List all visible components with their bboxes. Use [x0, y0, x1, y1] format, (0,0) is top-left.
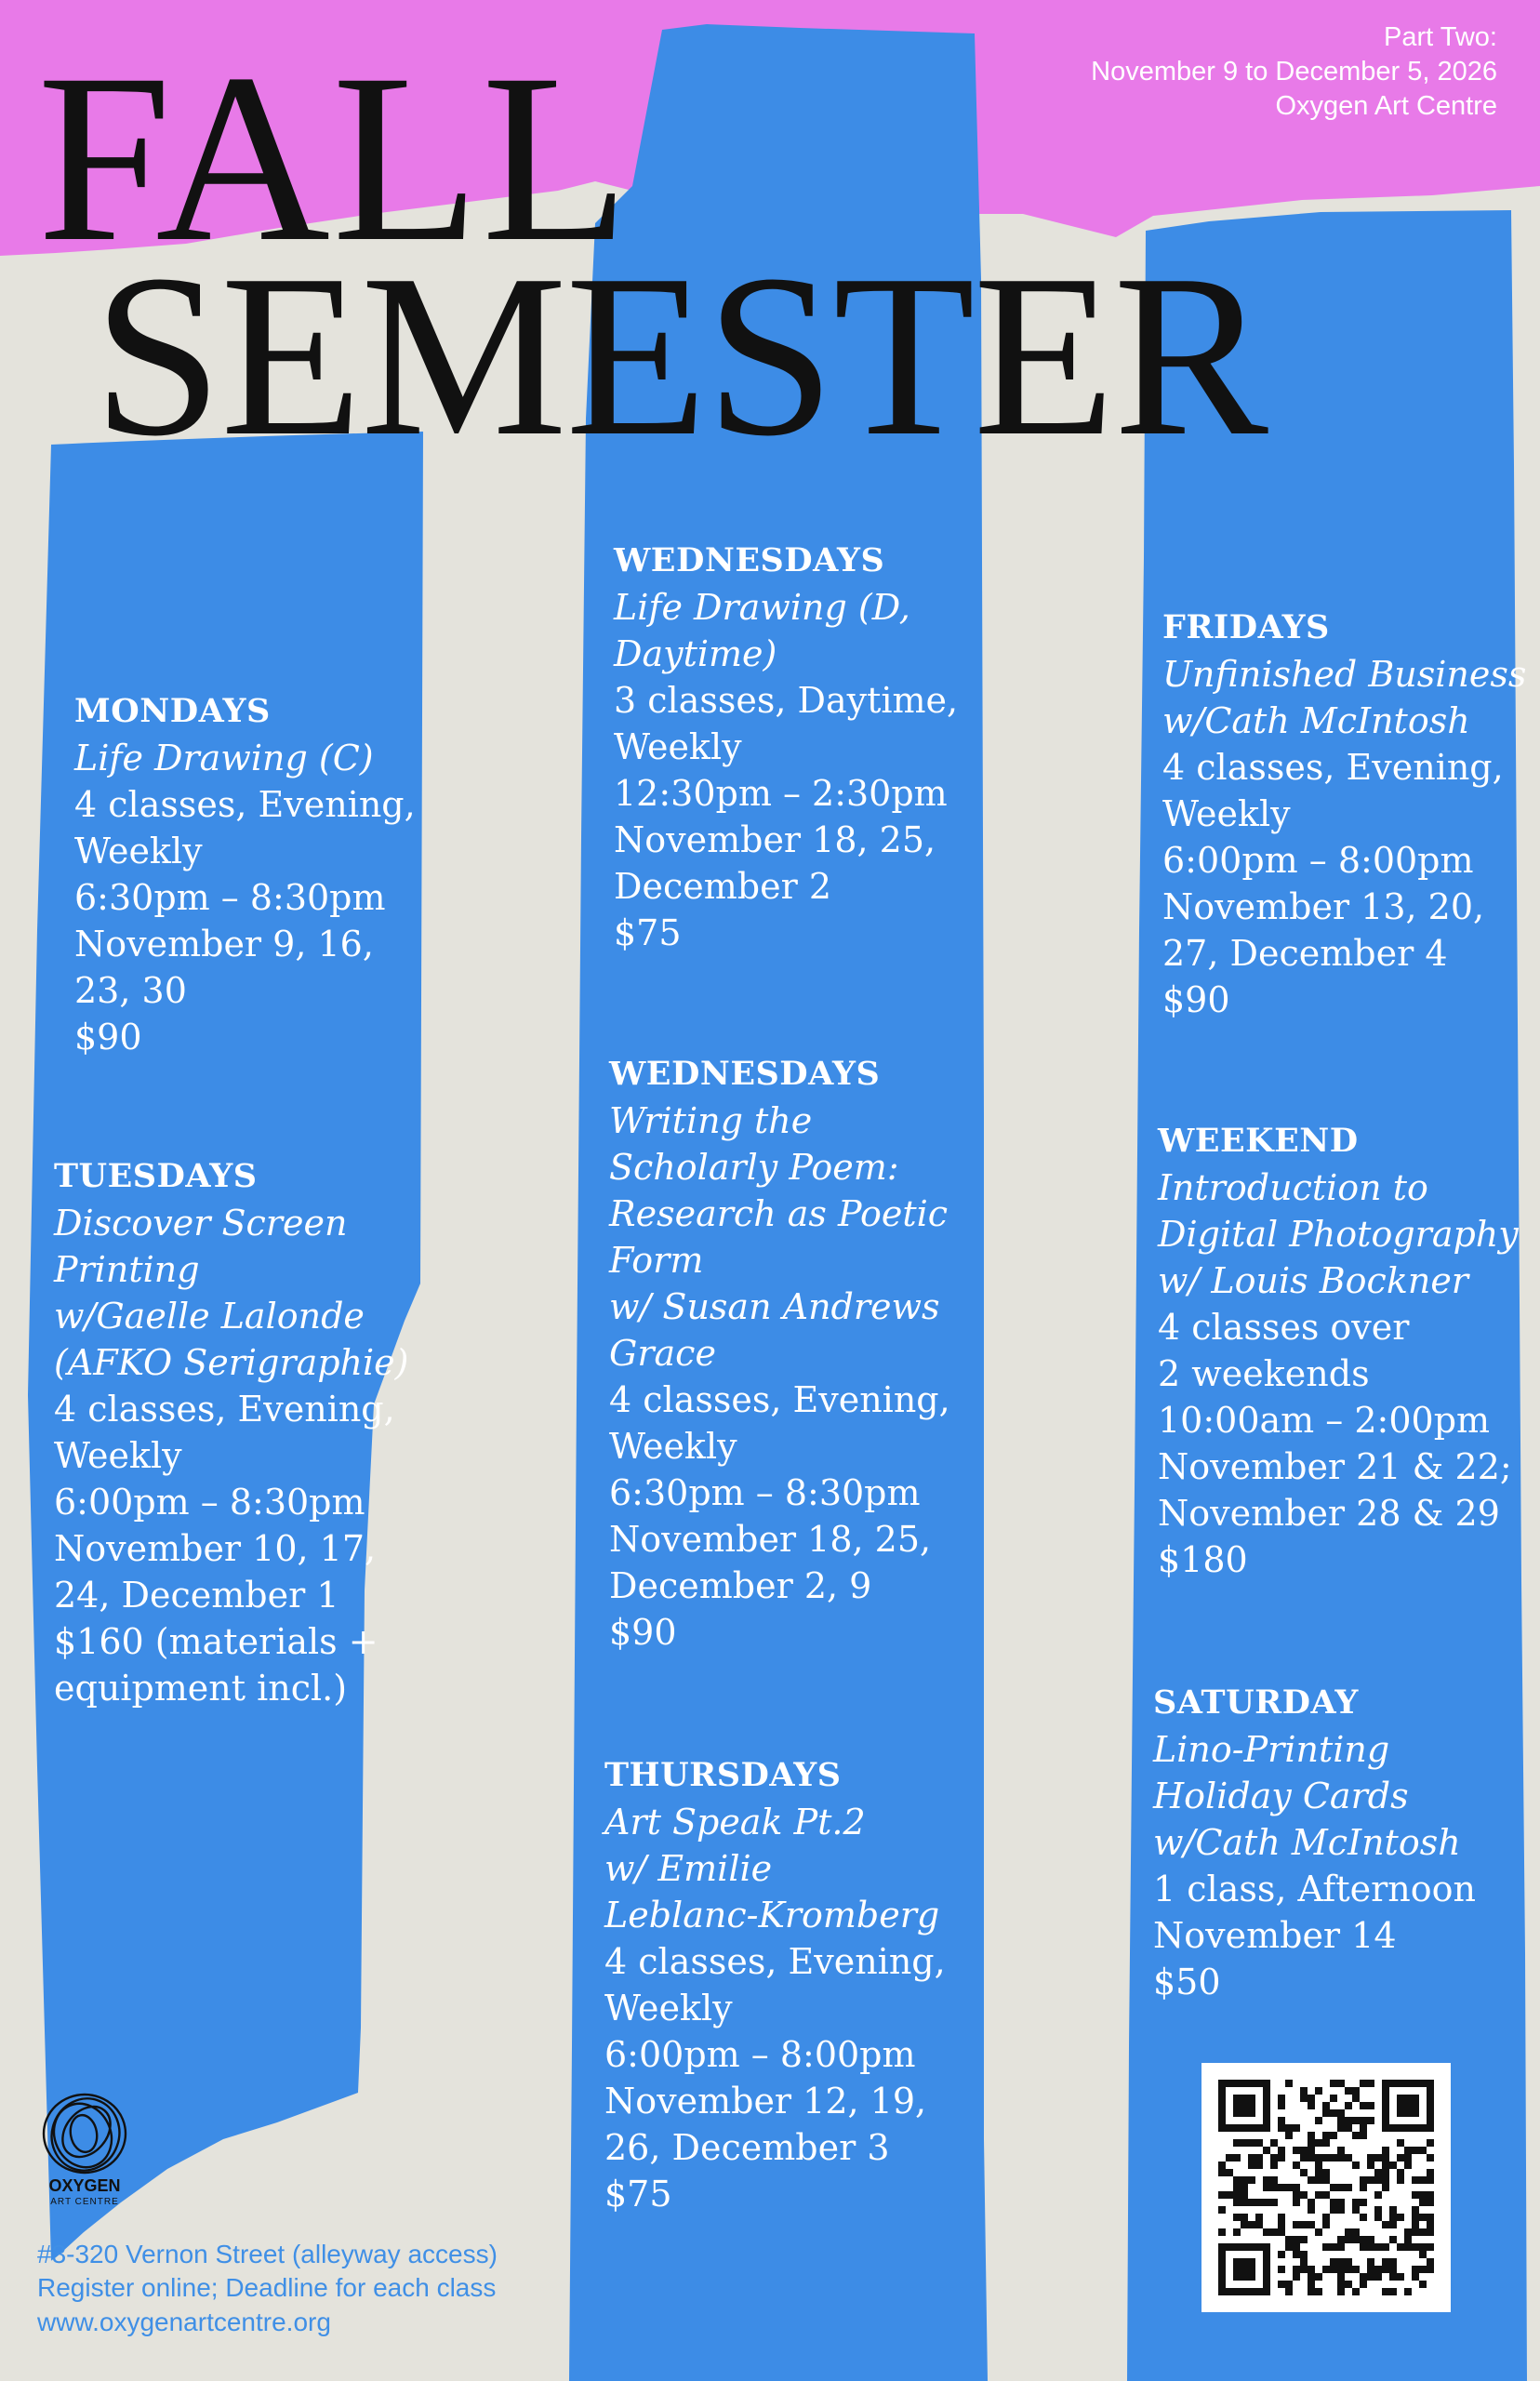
class-detail: 12:30pm – 2:30pm	[614, 773, 948, 814]
class-block-wednesdays-poetry	[609, 1051, 950, 1656]
class-detail: Weekly	[1162, 793, 1291, 834]
title-semester: SEMESTER	[93, 227, 1267, 485]
class-detail: 4 classes, Evening,	[1162, 747, 1504, 788]
logo-subtitle: ART CENTRE	[50, 2197, 119, 2207]
class-detail: 27, December 4	[1162, 933, 1448, 974]
class-detail: November 12, 19,	[604, 2081, 927, 2122]
class-detail: Weekly	[54, 1435, 182, 1476]
class-detail: November 13, 20,	[1162, 886, 1485, 927]
class-detail: $90	[74, 1017, 142, 1057]
course-title: Discover Screen Printing w/Gaelle Lalonde (AFKO Serigraphie)	[54, 1203, 409, 1383]
semester-dates	[939, 20, 1497, 123]
class-detail: Weekly	[74, 831, 203, 871]
class-detail: 6:00pm – 8:00pm	[1162, 840, 1474, 881]
class-detail: 26, December 3	[604, 2127, 890, 2168]
logo-wordmark: OXYGEN	[48, 2176, 121, 2195]
footer-address: #3-320 Vernon Street (alleyway access)	[37, 2240, 498, 2268]
class-block-mondays	[74, 688, 416, 1060]
class-block-thursdays	[604, 1752, 946, 2217]
course-title: Life Drawing (C)	[74, 738, 374, 778]
course-title: Lino-Printing Holiday Cards w/Cath McIntosh	[1153, 1729, 1461, 1863]
class-detail: Weekly	[604, 1988, 733, 2029]
class-detail: 4 classes, Evening,	[74, 784, 416, 825]
class-detail: 4 classes over	[1158, 1307, 1410, 1348]
class-detail: Weekly	[614, 726, 742, 767]
scribble-circle-icon	[42, 2089, 129, 2180]
class-detail: $180	[1158, 1539, 1248, 1580]
day-heading: MONDAYS	[74, 692, 271, 730]
class-detail: $75	[604, 2174, 672, 2215]
class-detail: November 18, 25,	[614, 819, 936, 860]
class-detail: November 28 & 29	[1158, 1493, 1500, 1534]
class-detail: $90	[609, 1612, 677, 1653]
day-heading: WEDNESDAYS	[614, 541, 885, 579]
class-detail: Weekly	[609, 1426, 737, 1467]
class-detail: 3 classes, Daytime,	[614, 680, 959, 721]
title-fall: FALL	[37, 24, 631, 292]
class-detail: November 14	[1153, 1915, 1397, 1956]
day-heading: TUESDAYS	[54, 1157, 258, 1195]
course-title: Introduction to Digital Photography w/ Louis Bockner	[1158, 1167, 1519, 1301]
class-detail: November 18, 25,	[609, 1519, 932, 1560]
qr-code-icon[interactable]	[1201, 2063, 1451, 2312]
class-detail: $75	[614, 912, 682, 953]
class-detail: 6:00pm – 8:00pm	[604, 2034, 916, 2075]
class-detail: $160 (materials +	[54, 1621, 378, 1662]
class-detail: November 21 & 22;	[1158, 1446, 1512, 1487]
class-detail: November 10, 17,	[54, 1528, 377, 1569]
class-detail: 4 classes, Evening,	[609, 1379, 950, 1420]
part-label: Part Two:	[1384, 22, 1497, 52]
class-block-tuesdays	[54, 1153, 408, 1711]
footer-website[interactable]: www.oxygenartcentre.org	[37, 2307, 331, 2336]
class-detail: 4 classes, Evening,	[54, 1389, 395, 1430]
footer-register: Register online; Deadline for each class	[37, 2273, 497, 2303]
class-detail: 6:00pm – 8:30pm	[54, 1482, 365, 1523]
venue: Oxygen Art Centre	[1275, 90, 1497, 121]
class-detail: 6:30pm – 8:30pm	[74, 877, 386, 918]
day-heading: SATURDAY	[1153, 1683, 1359, 1722]
class-detail: 6:30pm – 8:30pm	[609, 1472, 921, 1513]
class-detail: 2 weekends	[1158, 1353, 1370, 1394]
date-range: November 9 to December 5, 2026	[1091, 56, 1497, 86]
day-heading: WEEKEND	[1158, 1122, 1359, 1160]
day-heading: THURSDAYS	[604, 1756, 842, 1794]
class-detail: 10:00am – 2:00pm	[1158, 1400, 1491, 1441]
course-title: Art Speak Pt.2 w/ Emilie Leblanc-Kromberg	[604, 1802, 940, 1935]
course-title: Writing the Scholarly Poem: Research as Poetic Form w/ Susan Andrews Grace	[609, 1100, 949, 1374]
class-detail: November 9, 16,	[74, 924, 374, 964]
day-heading: WEDNESDAYS	[609, 1055, 881, 1093]
footer-info	[37, 2238, 498, 2339]
class-block-weekend	[1158, 1118, 1519, 1583]
class-detail: $90	[1162, 979, 1230, 1020]
class-detail: equipment incl.)	[54, 1668, 348, 1709]
class-detail: 4 classes, Evening,	[604, 1941, 946, 1982]
class-detail: 1 class, Afternoon	[1153, 1869, 1476, 1909]
class-block-wednesdays-life-drawing	[614, 538, 958, 956]
class-block-saturday	[1153, 1680, 1476, 2005]
class-block-fridays	[1162, 605, 1526, 1023]
oxygen-logo	[30, 2089, 139, 2210]
class-detail: $50	[1153, 1962, 1221, 2002]
course-title: Unfinished Business w/Cath McIntosh	[1162, 654, 1527, 741]
class-detail: 23, 30	[74, 970, 187, 1011]
class-detail: 24, December 1	[54, 1575, 339, 1616]
day-heading: FRIDAYS	[1162, 608, 1330, 646]
class-detail: December 2, 9	[609, 1565, 872, 1606]
course-title: Life Drawing (D, Daytime)	[614, 587, 910, 674]
class-detail: December 2	[614, 866, 831, 907]
